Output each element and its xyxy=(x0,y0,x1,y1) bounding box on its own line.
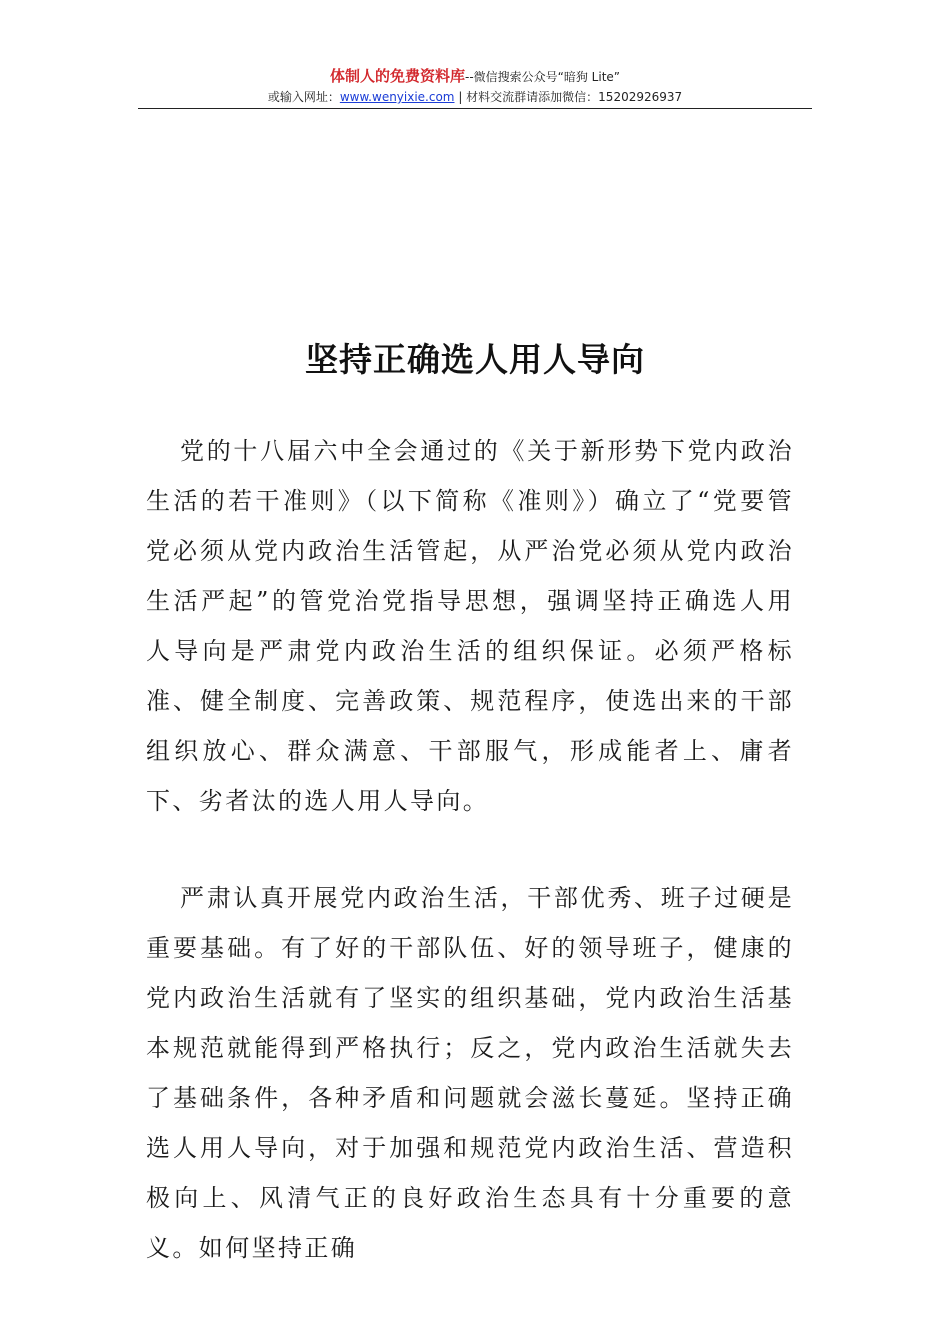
body-paragraph-2: 严肃认真开展党内政治生活，干部优秀、班子过硬是重要基础。有了好的干部队伍、好的领导班子，健康的党内政治生活就有了坚实的组织基础，党内政治生活基本规范就能得到严格执行；反之，党内政治生活就失去了基础条件，各种矛盾和问题就会滋长蔓延。坚持正确选人用人导向，对于加强和规范党内政治生活、营造积极向上、风清气正的良好政治生态具有十分重要的意义。如何坚持正确 xyxy=(146,884,794,1262)
document-title: 坚持正确选人用人导向 xyxy=(305,340,645,380)
website-link[interactable]: www.wenyixie.com xyxy=(339,90,455,104)
brand-name: 体制人的免费资料库 xyxy=(329,67,465,85)
header-contact-line xyxy=(138,88,812,106)
brand-note: --微信搜索公众号“暗狗 Lite” xyxy=(464,70,621,84)
page-header xyxy=(138,66,812,106)
header-divider xyxy=(138,108,812,109)
contact-info: | 材料交流群请添加微信：15202926937 xyxy=(454,90,683,104)
header-brand-line xyxy=(138,66,812,88)
url-prefix: 或输入网址： xyxy=(267,90,340,104)
body-paragraph-1: 党的十八届六中全会通过的《关于新形势下党内政治生活的若干准则》（以下简称《准则》）确立了“党要管党必须从党内政治生活管起，从严治党必须从党内政治生活严起”的管党治党指导思想，强调坚持正确选人用人导向是严肃党内政治生活的组织保证。必须严格标准、健全制度、完善政策、规范程序，使选出来的干部组织放心、群众满意、干部服气，形成能者上、庸者下、劣者汰的选人用人导向。 xyxy=(146,437,794,815)
